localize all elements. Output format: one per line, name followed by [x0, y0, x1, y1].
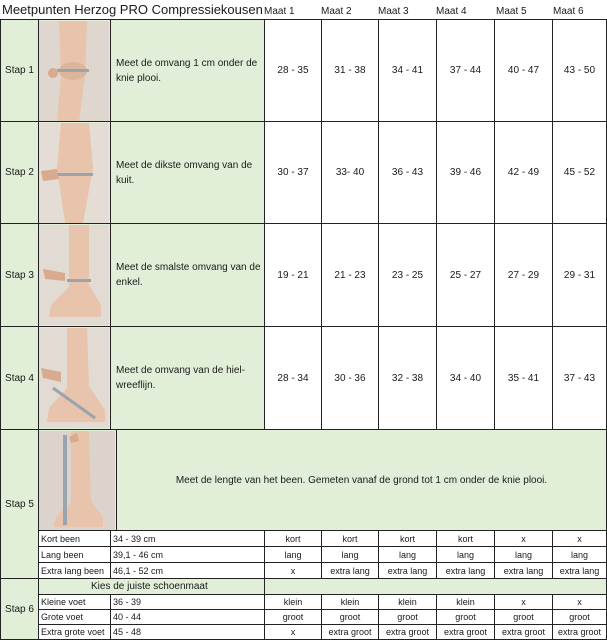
calf-measurement-photo-icon — [39, 122, 111, 224]
shoe-size-value: groot — [379, 610, 437, 625]
shoe-size-header-fill — [265, 579, 607, 595]
leg-length-value: lang — [495, 547, 553, 563]
shoe-size-name: Grote voet — [39, 610, 111, 625]
leg-length-name: Kort been — [39, 531, 111, 547]
step-label: Stap 4 — [1, 327, 39, 430]
shoe-size-value: groot — [553, 610, 607, 625]
step-label: Stap 5 — [1, 430, 39, 579]
leg-length-value: extra lang — [322, 563, 379, 579]
step-label: Stap 2 — [1, 122, 39, 224]
table-row — [1, 610, 607, 625]
size-value: 30 - 36 — [322, 327, 379, 430]
chart-title: Meetpunten Herzog PRO Compressiekousen — [2, 2, 263, 17]
size-value: 28 - 35 — [265, 20, 322, 122]
leg-length-value: lang — [265, 547, 322, 563]
size-value: 42 - 49 — [495, 122, 553, 224]
leg-length-range: 46,1 - 52 cm — [111, 563, 265, 579]
size-value: 37 - 44 — [437, 20, 495, 122]
shoe-size-range: 45 - 48 — [111, 625, 265, 640]
size-header-4: Maat 4 — [436, 6, 467, 17]
step-description: Meet de dikste omvang van de kuit. — [111, 122, 265, 224]
leg-length-value: x — [495, 531, 553, 547]
knee-measurement-photo-icon — [39, 20, 111, 122]
leg-length-value: lang — [553, 547, 607, 563]
step-description: Meet de smalste omvang van de enkel. — [111, 224, 265, 327]
size-table — [0, 19, 607, 640]
table-row-step-5 — [1, 430, 607, 531]
size-value: 34 - 40 — [437, 327, 495, 430]
ankle-measurement-photo-icon — [39, 224, 111, 327]
shoe-size-value: groot — [437, 610, 495, 625]
size-value: 40 - 47 — [495, 20, 553, 122]
shoe-size-value: klein — [379, 595, 437, 610]
leg-length-value: extra lang — [553, 563, 607, 579]
step-5-description: Meet de lengte van het been. Gemeten vanaf de grond tot 1 cm onder de knie plooi. — [117, 430, 607, 531]
table-row-step-2 — [1, 122, 607, 224]
shoe-size-range: 36 - 39 — [111, 595, 265, 610]
size-header-5: Maat 5 — [496, 6, 527, 17]
leg-length-value: lang — [437, 547, 495, 563]
size-value: 45 - 52 — [553, 122, 607, 224]
table-row — [1, 563, 607, 579]
size-value: 23 - 25 — [379, 224, 437, 327]
leg-length-range: 39,1 - 46 cm — [111, 547, 265, 563]
table-row — [1, 625, 607, 640]
shoe-size-header: Kies de juiste schoenmaat — [39, 579, 265, 595]
size-value: 25 - 27 — [437, 224, 495, 327]
size-value: 28 - 34 — [265, 327, 322, 430]
heel-measurement-photo-icon — [39, 327, 111, 430]
size-header-2: Maat 2 — [321, 6, 352, 17]
shoe-size-value: groot — [495, 610, 553, 625]
shoe-size-name: Extra grote voet — [39, 625, 111, 640]
size-value: 36 - 43 — [379, 122, 437, 224]
size-value: 30 - 37 — [265, 122, 322, 224]
table-row — [1, 531, 607, 547]
leg-length-value: kort — [437, 531, 495, 547]
size-value: 29 - 31 — [553, 224, 607, 327]
size-value: 43 - 50 — [553, 20, 607, 122]
leg-length-value: extra lang — [437, 563, 495, 579]
leg-length-value: kort — [322, 531, 379, 547]
shoe-size-value: extra groot — [553, 625, 607, 640]
table-row-step-4 — [1, 327, 607, 430]
size-value: 32 - 38 — [379, 327, 437, 430]
shoe-size-value: extra groot — [495, 625, 553, 640]
size-value: 21 - 23 — [322, 224, 379, 327]
size-header-1: Maat 1 — [264, 6, 295, 17]
size-header-6: Maat 6 — [553, 6, 584, 17]
leg-length-value: lang — [379, 547, 437, 563]
shoe-size-value: extra groot — [437, 625, 495, 640]
leg-length-value: extra lang — [379, 563, 437, 579]
leg-length-value: kort — [379, 531, 437, 547]
size-value: 27 - 29 — [495, 224, 553, 327]
size-value: 34 - 41 — [379, 20, 437, 122]
shoe-size-value: extra groot — [322, 625, 379, 640]
shoe-size-value: extra groot — [379, 625, 437, 640]
size-header-3: Maat 3 — [378, 6, 409, 17]
size-value: 39 - 46 — [437, 122, 495, 224]
size-value: 31 - 38 — [322, 20, 379, 122]
step-description: Meet de omvang van de hiel-wreeflijn. — [111, 327, 265, 430]
leg-length-name: Lang been — [39, 547, 111, 563]
size-value: 35 - 41 — [495, 327, 553, 430]
shoe-size-name: Kleine voet — [39, 595, 111, 610]
shoe-size-value: groot — [322, 610, 379, 625]
leg-length-measurement-photo-icon — [39, 430, 117, 531]
table-row — [1, 595, 607, 610]
leg-length-value: x — [553, 531, 607, 547]
size-value: 19 - 21 — [265, 224, 322, 327]
size-value: 33- 40 — [322, 122, 379, 224]
step-description: Meet de omvang 1 cm onder de knie plooi. — [111, 20, 265, 122]
shoe-size-value: klein — [437, 595, 495, 610]
leg-length-value: lang — [322, 547, 379, 563]
leg-length-value: extra lang — [495, 563, 553, 579]
shoe-size-value: klein — [322, 595, 379, 610]
table-row-step-6-header — [1, 579, 607, 595]
step-label: Stap 3 — [1, 224, 39, 327]
shoe-size-value: klein — [265, 595, 322, 610]
table-row-step-3 — [1, 224, 607, 327]
table-row — [1, 547, 607, 563]
leg-length-name: Extra lang been — [39, 563, 111, 579]
shoe-size-value: x — [265, 625, 322, 640]
shoe-size-value: x — [553, 595, 607, 610]
leg-length-value: kort — [265, 531, 322, 547]
shoe-size-range: 40 - 44 — [111, 610, 265, 625]
shoe-size-value: x — [495, 595, 553, 610]
step-label: Stap 6 — [1, 579, 39, 640]
size-value: 37 - 43 — [553, 327, 607, 430]
leg-length-range: 34 - 39 cm — [111, 531, 265, 547]
shoe-size-value: groot — [265, 610, 322, 625]
table-row-step-1 — [1, 20, 607, 122]
step-label: Stap 1 — [1, 20, 39, 122]
leg-length-value: x — [265, 563, 322, 579]
